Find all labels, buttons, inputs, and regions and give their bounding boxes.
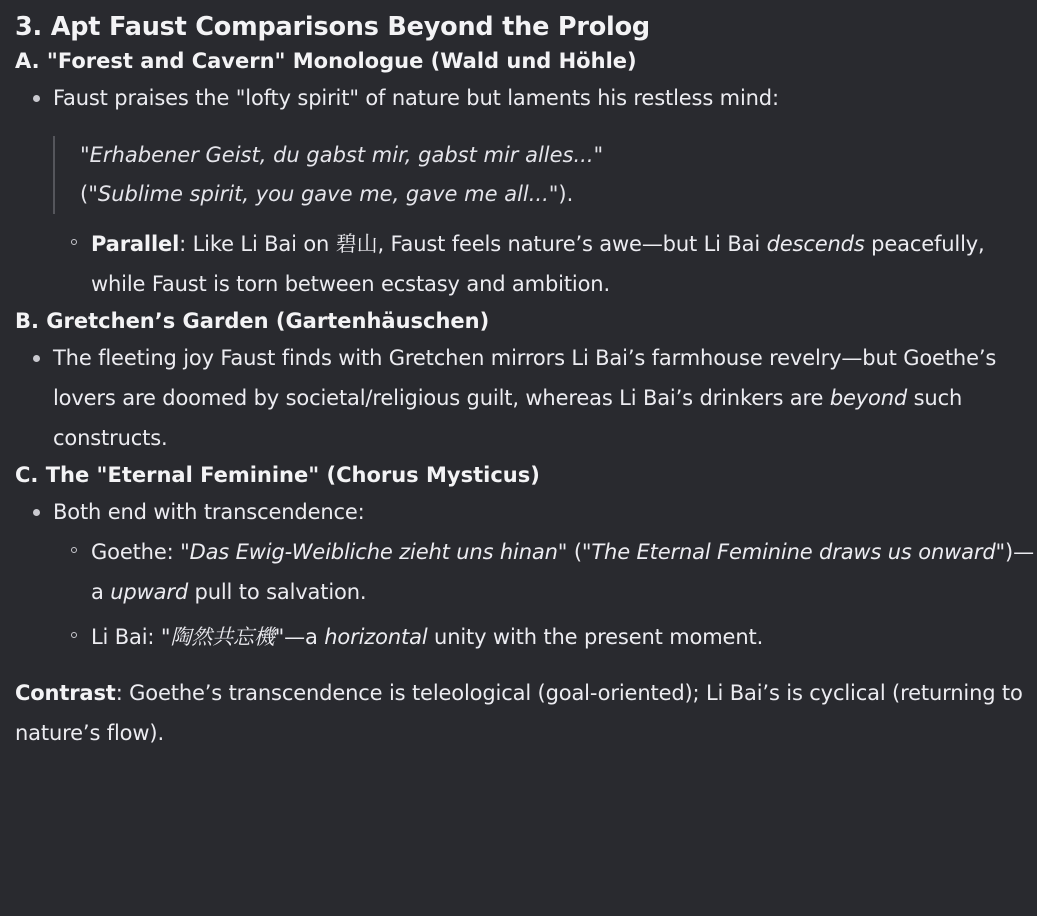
list-item-text: Faust praises the "lofty spirit" of nature but laments his restless mind: [53,86,779,110]
list-item [53,617,1037,657]
bullet-dot-icon [33,355,40,362]
blockquote [53,136,1037,214]
parallel-label: Parallel [91,232,180,256]
quote-german: "Erhabener Geist, du gabst mir, gabst mir alles..." [80,143,604,167]
parallel-text-part1: : Like Li Bai on 碧山, Faust feels nature’s awe—but Li Bai [179,232,767,256]
libai-emphasis: horizontal [324,625,428,649]
libai-tail: unity with the present moment. [427,625,764,649]
forest-cavern-list [15,78,1037,304]
goethe-label: Goethe: [91,540,181,564]
list-item-text: Both end with transcendence: [53,500,365,524]
section-title: 3. Apt Faust Comparisons Beyond the Prolog [15,12,650,42]
subheading-forest-and-cavern: A. "Forest and Cavern" Monologue (Wald und Höhle) [15,49,637,73]
libai-label: Li Bai: [91,625,161,649]
goethe-emphasis: upward [110,580,188,604]
parallel-emphasis: descends [766,232,865,256]
goethe-translation: "The Eternal Feminine draws us onward" [581,540,1006,564]
quote-translation [80,175,1037,214]
goethe-paren-open: ( [567,540,582,564]
gretchen-text-part2: such constructs. [53,386,963,450]
gretchen-text-part1: The fleeting joy Faust finds with Gretchen mirrors Li Bai’s farmhouse revelry—but Goethe’s lovers are doomed by societal/religious guilt, whereas Li Bai’s drinkers are [53,346,997,410]
subheading-eternal-feminine: C. The "Eternal Feminine" (Chorus Mysticus) [15,463,540,487]
goethe-paren-close: )—a [91,540,1034,604]
list-item [53,532,1037,612]
goethe-quote: "Das Ewig-Weibliche zieht uns hinan" [180,540,568,564]
gretchen-list [15,338,1037,458]
paren-close: ). [558,182,574,206]
transcendence-sublist [53,532,1037,657]
contrast-text: : Goethe’s transcendence is teleological (goal-oriented); Li Bai’s is cyclical (returning to nature’s flow). [15,681,1023,745]
bullet-circle-icon [71,632,77,638]
parallel-text-part2: peacefully, while Faust is torn between ecstasy and ambition. [91,232,985,296]
gretchen-emphasis: beyond [829,386,908,410]
parallel-sublist [53,224,1037,304]
list-item [15,492,1037,657]
list-item [15,338,1037,458]
libai-quote: "陶然共忘機" [160,625,285,649]
contrast-label: Contrast [15,681,116,705]
bullet-circle-icon [71,547,77,553]
libai-text [91,625,763,649]
goethe-text [91,540,1034,604]
quote-translation-text: "Sublime spirit, you gave me, gave me all..." [88,182,559,206]
list-item-text [53,346,996,450]
goethe-tail: pull to salvation. [188,580,367,604]
subheading-gretchens-garden: B. Gretchen’s Garden (Gartenhäuschen) [15,309,490,333]
bullet-circle-icon [71,239,77,245]
list-item [15,78,1037,304]
eternal-feminine-list [15,492,1037,657]
bullet-dot-icon [33,95,40,102]
bullet-dot-icon [33,509,40,516]
contrast-paragraph [15,673,1037,753]
paren-open: ( [80,182,89,206]
parallel-text [91,232,985,296]
list-item [53,224,1037,304]
libai-mid: —a [284,625,325,649]
